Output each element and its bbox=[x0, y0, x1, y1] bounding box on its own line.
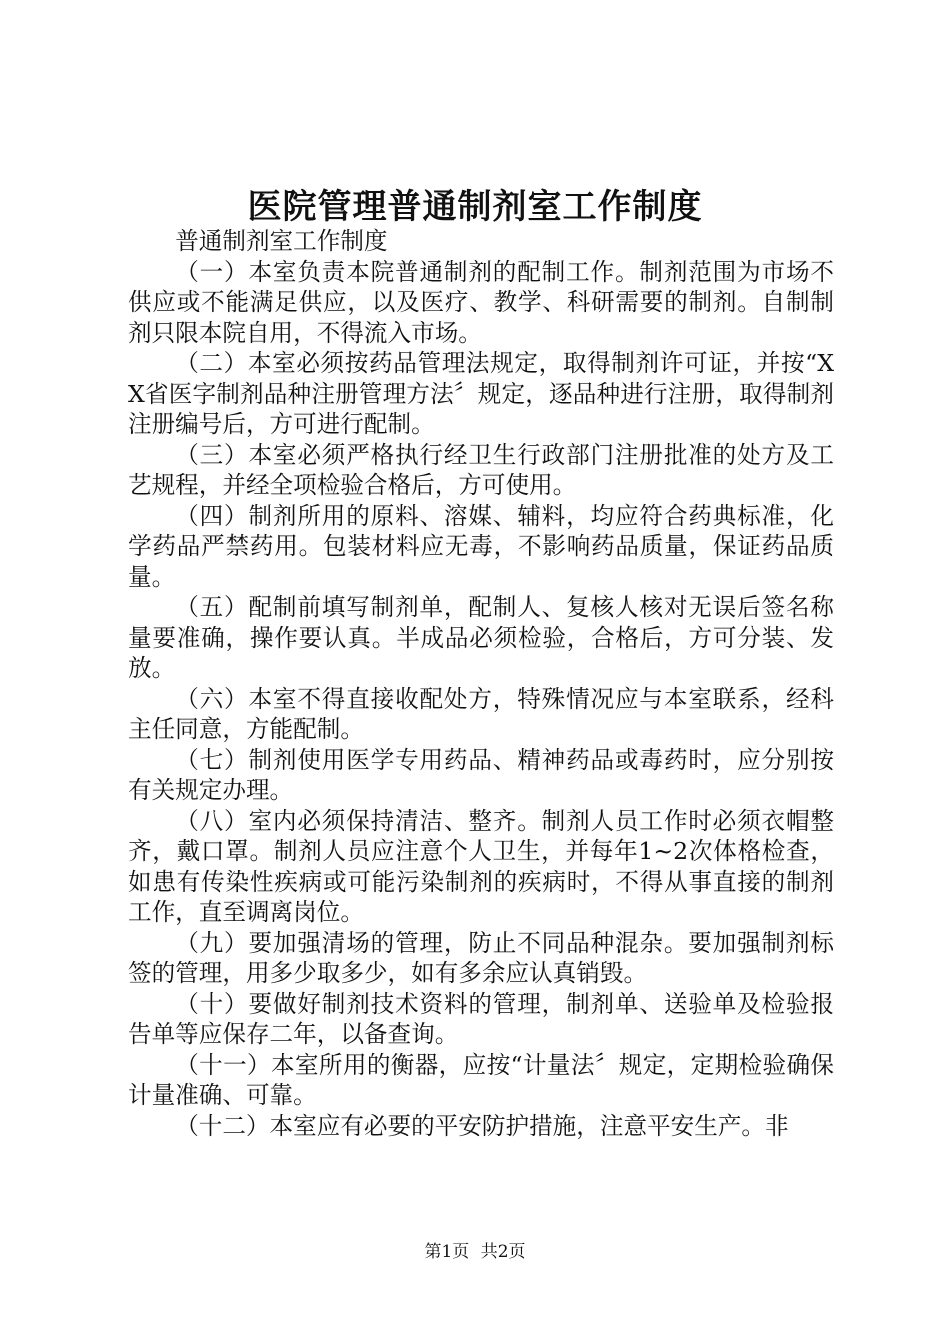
paragraph-2: （二）本室必须按药品管理法规定，取得制剂许可证，并按“XX省医字制剂品种注册管理方法〞规定，逐品种进行注册，取得制剂注册编号后，方可进行配制。 bbox=[128, 349, 834, 438]
paragraph-4: （四）制剂所用的原料、溶媒、辅料，均应符合药典标准，化学药品严禁药用。包装材料应无毒，不影响药品质量，保证药品质量。 bbox=[128, 501, 834, 591]
document-title: 医院管理普通制剂室工作制度 bbox=[247, 187, 703, 227]
page-footer bbox=[0, 1240, 950, 1264]
document-body bbox=[128, 226, 834, 1141]
page-number: 第1页 bbox=[424, 1242, 470, 1262]
paragraph-11: （十一）本室所用的衡器，应按“计量法〞规定，定期检验确保计量准确、可靠。 bbox=[128, 1050, 834, 1109]
paragraph-6: （六）本室不得直接收配处方，特殊情况应与本室联系，经科主任同意，方能配制。 bbox=[128, 684, 834, 743]
paragraph-8: （八）室内必须保持清洁、整齐。制剂人员工作时必须衣帽整齐，戴口罩。制剂人员应注意个人卫生，并每年1~2次体格检查，如患有传染性疾病或可能污染制剂的疾病时，不得从事直接的制剂工作，直至调离岗位。 bbox=[128, 806, 834, 926]
paragraph-9: （九）要加强清场的管理，防止不同品种混杂。要加强制剂标签的管理，用多少取多少，如有多余应认真销毁。 bbox=[128, 928, 834, 987]
paragraph-10: （十）要做好制剂技术资料的管理，制剂单、送验单及检验报告单等应保存二年，以备查询。 bbox=[128, 989, 834, 1048]
paragraph-12: （十二）本室应有必要的平安防护措施，注意平安生产。非 bbox=[175, 1111, 789, 1140]
paragraph-1: （一）本室负责本院普通制剂的配制工作。制剂范围为市场不供应或不能满足供应，以及医疗、教学、科研需要的制剂。自制制剂只限本院自用，不得流入市场。 bbox=[128, 257, 834, 347]
paragraph-3: （三）本室必须严格执行经卫生行政部门注册批准的处方及工艺规程，并经全项检验合格后，方可使用。 bbox=[128, 440, 834, 499]
page-total: 共2页 bbox=[480, 1242, 526, 1262]
paragraph-7: （七）制剂使用医学专用药品、精神药品或毒药时，应分别按有关规定办理。 bbox=[128, 745, 834, 804]
document-subtitle: 普通制剂室工作制度 bbox=[175, 227, 388, 255]
paragraph-5: （五）配制前填写制剂单，配制人、复核人核对无误后签名称量要准确，操作要认真。半成品必须检验，合格后，方可分装、发放。 bbox=[128, 593, 834, 682]
